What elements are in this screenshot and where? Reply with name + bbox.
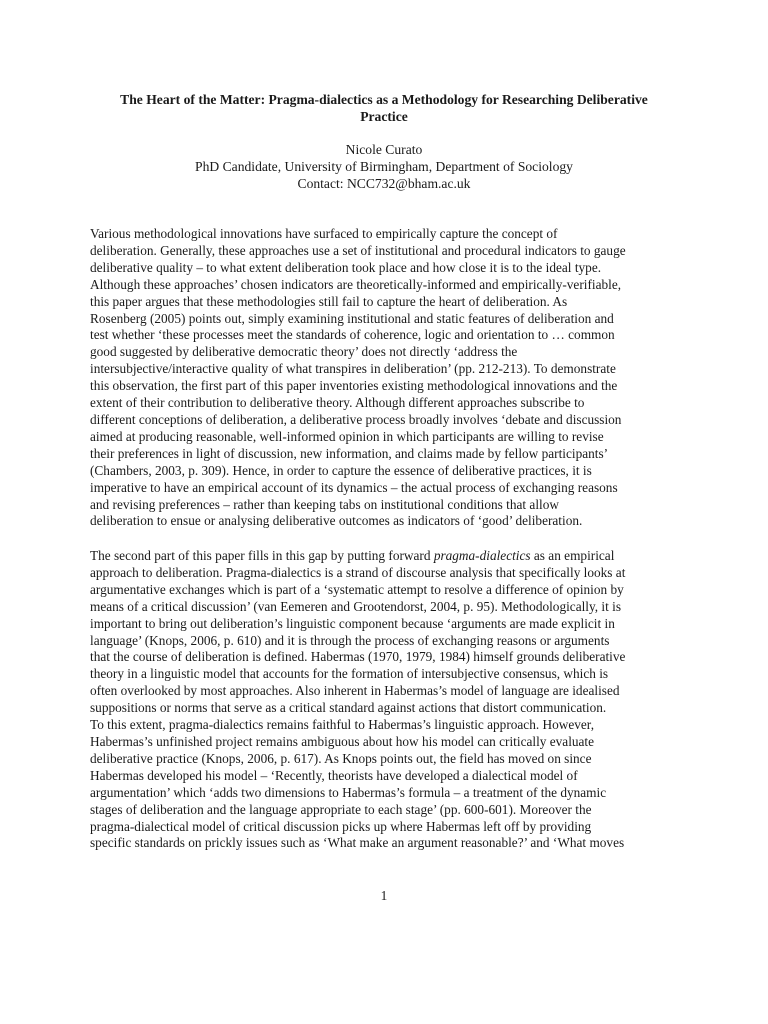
paragraph-2-line: suppositions or norms that serve as a critical standard against actions that distort communication. xyxy=(90,700,607,716)
author-affiliation: PhD Candidate, University of Birmingham, Department of Sociology xyxy=(195,159,573,174)
paragraph-2-line: Habermas developed his model – ‘Recently, theorists have developed a dialectical model of xyxy=(90,767,578,783)
paper-title-line-1: The Heart of the Matter: Pragma-dialectics as a Methodology for Researching Deliberative xyxy=(120,92,648,107)
paragraph-2-line: approach to deliberation. Pragma-dialectics is a strand of discourse analysis that specifically looks at xyxy=(90,564,626,580)
paragraph-1-line: Rosenberg (2005) points out, simply examining institutional and static features of deliberation and xyxy=(90,310,614,326)
paragraph-2-line: pragma-dialectical model of critical discussion picks up where Habermas left off by providing xyxy=(90,818,592,834)
paragraph-2-line: theory in a linguistic model that accounts for the formation of intersubjective consensus, which is xyxy=(90,666,609,682)
paragraph-2-line: To this extent, pragma-dialectics remains faithful to Habermas’s linguistic approach. However, xyxy=(90,717,595,733)
paragraph-1-line: this observation, the first part of this paper inventories existing methodological innovations and the xyxy=(90,378,618,394)
paragraph-1 xyxy=(90,226,690,530)
paragraph-1-line: and revising preferences – rather than keeping tabs on institutional conditions that allow xyxy=(90,496,559,512)
paragraph-1-line: Although these approaches’ chosen indicators are theoretically-informed and empirically-verifiable, xyxy=(90,276,622,292)
paragraph-1-line: deliberation. Generally, these approaches use a set of institutional and procedural indicators to gauge xyxy=(90,242,626,258)
paragraph-1-line: good suggested by deliberative democratic theory’ does not directly ‘address the xyxy=(90,344,518,360)
paragraph-2-line-text: as an empirical xyxy=(530,548,615,563)
paragraph-1-line: this paper argues that these methodologies still fail to capture the heart of deliberation. As xyxy=(90,293,568,309)
author-block xyxy=(90,141,678,192)
paragraph-1-line: their preferences in light of discussion, new information, and claims made by fellow participants’ xyxy=(90,445,609,461)
paragraph-1-line: intersubjective/interactive quality of what transpires in deliberation’ (pp. 212-213). To demonstrate xyxy=(90,361,616,377)
paragraph-2-line: argumentation’ which ‘adds two dimensions to Habermas’s formula – a treatment of the dynamic xyxy=(90,784,607,800)
paragraph-1-line: aimed at producing reasonable, well-informed opinion in which participants are willing to revise xyxy=(90,428,604,444)
author-contact: Contact: NCC732@bham.ac.uk xyxy=(297,176,471,191)
paragraph-1-line: extent of their contribution to deliberative theory. Although different approaches subscribe to xyxy=(90,395,585,411)
paragraph-2-line: specific standards on prickly issues such as ‘What make an argument reasonable?’ and ‘What moves xyxy=(90,835,625,851)
paper-title-line-2: Practice xyxy=(360,109,408,124)
paragraph-2-line xyxy=(90,548,690,565)
paragraph-1-line: different conceptions of deliberation, a deliberative process broadly involves ‘debate and discussion xyxy=(90,411,622,427)
paragraph-1-line: deliberation to ensue or analysing deliberative outcomes as indicators of ‘good’ deliberation. xyxy=(90,513,583,529)
page-number: 1 xyxy=(380,888,388,903)
paragraph-2 xyxy=(90,548,690,852)
paragraph-2-line: Habermas’s unfinished project remains ambiguous about how his model can critically evaluate xyxy=(90,733,595,749)
paragraph-2-line: means of a critical discussion’ (van Eemeren and Grootendorst, 2004, p. 95). Methodologically, it is xyxy=(90,598,622,614)
paragraph-1-line: test whether ‘these processes meet the standards of coherence, logic and orientation to … common xyxy=(90,327,615,343)
paragraph-1-line: (Chambers, 2003, p. 309). Hence, in order to capture the essence of deliberative practices, it is xyxy=(90,462,592,478)
paragraph-2-line: important to bring out deliberation’s linguistic component because ‘arguments are made explicit in xyxy=(90,615,615,631)
paragraph-1-line: Various methodological innovations have surfaced to empirically capture the concept of xyxy=(90,226,558,241)
paragraph-2-line-text: The second part of this paper fills in this gap by putting forward xyxy=(90,548,434,563)
paragraph-2-line: argumentative exchanges which is part of a ‘systematic attempt to resolve a difference of opinion by xyxy=(90,581,624,597)
paragraph-2-line: stages of deliberation and the language appropriate to each stage’ (pp. 600-601). Moreover the xyxy=(90,801,592,817)
author-name: Nicole Curato xyxy=(345,142,423,157)
paragraph-1-line: deliberative quality – to what extent deliberation took place and how close it is to the ideal type. xyxy=(90,259,602,275)
paragraph-1-line: imperative to have an empirical account of its dynamics – the actual process of exchanging reasons xyxy=(90,479,618,495)
paragraph-2-line: that the course of deliberation is defined. Habermas (1970, 1979, 1984) himself grounds deliberative xyxy=(90,649,626,665)
paragraph-2-line: often overlooked by most approaches. Also inherent in Habermas’s model of language are idealised xyxy=(90,683,620,699)
emphasized-term: pragma-dialectics xyxy=(433,548,531,563)
paragraph-2-line: deliberative practice (Knops, 2006, p. 617). As Knops points out, the field has moved on since xyxy=(90,750,592,766)
paragraph-2-line: language’ (Knops, 2006, p. 610) and it is through the process of exchanging reasons or arguments xyxy=(90,632,610,648)
paper-title xyxy=(90,91,678,125)
